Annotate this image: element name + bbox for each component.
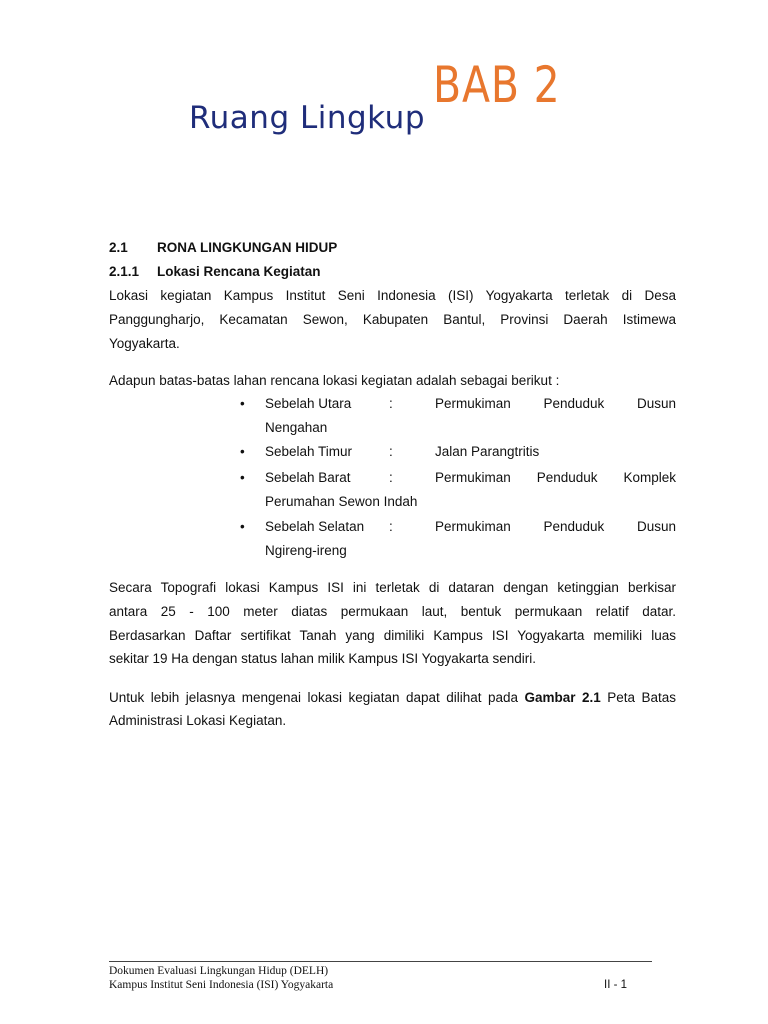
paragraph-line: Secara Topografi lokasi Kampus ISI ini terletak di dataran dengan ketinggian berkisar — [109, 580, 676, 595]
footer-divider — [109, 961, 652, 962]
subsection-title: Lokasi Rencana Kegiatan — [157, 264, 321, 279]
boundary-label: Sebelah Utara — [265, 396, 352, 411]
boundary-label: Sebelah Timur — [265, 444, 353, 459]
boundary-value: Jalan Parangtritis — [435, 444, 540, 459]
boundary-label: Sebelah Selatan — [265, 519, 365, 534]
paragraph-line: antara 25 - 100 meter diatas permukaan laut, bentuk permukaan relatif datar. — [109, 604, 676, 619]
boundary-colon: : — [389, 470, 393, 485]
section-number: 2.1 — [109, 240, 128, 255]
bullet-icon: • — [240, 519, 245, 534]
bullet-icon: • — [240, 396, 245, 411]
paragraph-line: Yogyakarta. — [109, 336, 180, 351]
bullet-icon: • — [240, 470, 245, 485]
boundary-colon: : — [389, 519, 393, 534]
boundary-value-cont: Nengahan — [265, 420, 328, 435]
boundary-value: Permukiman Penduduk Dusun — [435, 519, 676, 534]
subsection-number: 2.1.1 — [109, 264, 140, 279]
chapter-label: BAB 2 — [433, 56, 561, 114]
boundary-value-cont: Perumahan Sewon Indah — [265, 494, 418, 509]
paragraph-line: Administrasi Lokasi Kegiatan. — [109, 713, 287, 728]
text: Peta Batas — [600, 690, 676, 705]
paragraph-line: Panggungharjo, Kecamatan Sewon, Kabupaten Bantul, Provinsi Daerah Istimewa — [109, 312, 676, 327]
paragraph-line: Adapun batas-batas lahan rencana lokasi kegiatan adalah sebagai berikut : — [109, 373, 560, 388]
paragraph-line: Lokasi kegiatan Kampus Institut Seni Indonesia (ISI) Yogyakarta terletak di Desa — [109, 288, 676, 303]
bullet-icon: • — [240, 444, 245, 459]
footer-institution: Kampus Institut Seni Indonesia (ISI) Yogyakarta — [109, 979, 334, 991]
boundary-value: Permukiman Penduduk Dusun — [435, 396, 676, 411]
figure-reference: Gambar 2.1 — [524, 690, 601, 705]
paragraph-line: sekitar 19 Ha dengan status lahan milik Kampus ISI Yogyakarta sendiri. — [109, 651, 536, 666]
chapter-title: Ruang Lingkup — [189, 100, 426, 136]
boundary-value-cont: Ngireng-ireng — [265, 543, 347, 558]
footer-doc-title: Dokumen Evaluasi Lingkungan Hidup (DELH) — [109, 965, 329, 977]
text: Untuk lebih jelasnya mengenai lokasi kegiatan dapat dilihat pada — [109, 690, 525, 705]
boundary-label: Sebelah Barat — [265, 470, 351, 485]
paragraph-line: Berdasarkan Daftar sertifikat Tanah yang dimiliki Kampus ISI Yogyakarta memiliki luas — [109, 628, 676, 643]
section-title: RONA LINGKUNGAN HIDUP — [157, 240, 338, 255]
page-number: II - 1 — [604, 979, 628, 991]
paragraph-line — [109, 686, 676, 710]
boundary-colon: : — [389, 444, 393, 459]
boundary-value: Permukiman Penduduk Komplek — [435, 470, 676, 485]
boundary-colon: : — [389, 396, 393, 411]
